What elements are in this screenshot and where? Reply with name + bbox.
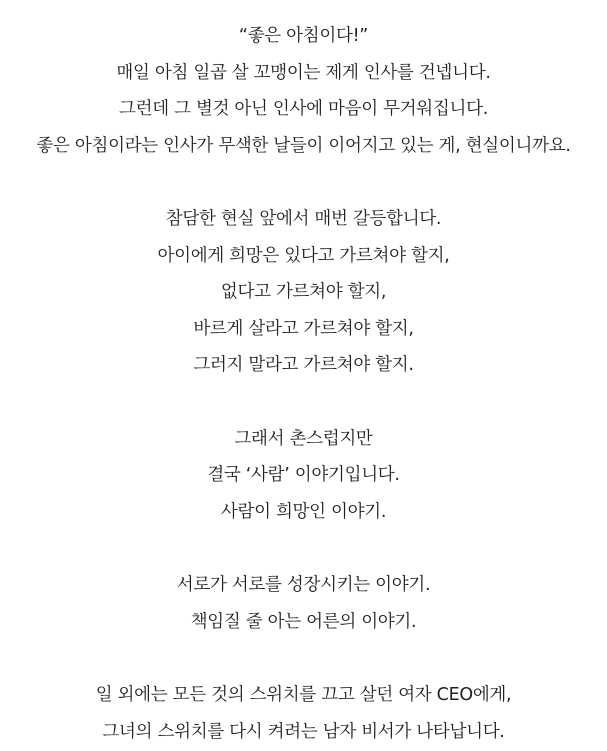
stanza-4	[0, 567, 607, 640]
text-line: 참담한 현실 앞에서 매번 갈등합니다.	[165, 209, 442, 229]
text-line: 없다고 가르쳐야 할지,	[220, 282, 387, 302]
stanza-1	[0, 18, 607, 164]
text-line: 그러지 말라고 가르쳐야 할지.	[193, 355, 414, 375]
text-line: 서로가 서로를 성장시키는 이야기.	[176, 575, 431, 595]
text-line: 결국 ‘사람’ 이야기입니다.	[207, 465, 400, 485]
text-line: 일 외에는 모든 것의 스위치를 끄고 살던 여자 CEO에게,	[95, 685, 512, 705]
text-line: 책임질 줄 아는 어른의 이야기.	[190, 611, 417, 632]
text-line: 아이에게 희망은 있다고 가르쳐야 할지,	[157, 245, 450, 266]
text-line: 그녀의 스위치를 다시 켜려는 남자 비서가 나타납니다.	[102, 721, 505, 742]
stanza-2	[0, 201, 607, 384]
stanza-5	[0, 677, 607, 750]
text-line: “좋은 아침이다!”	[238, 26, 369, 46]
text-line: 그런데 그 별것 아닌 인사에 마음이 무거워집니다.	[119, 99, 488, 119]
text-line: 바르게 살라고 가르쳐야 할지,	[193, 318, 414, 339]
text-line: 그래서 촌스럽지만	[234, 428, 373, 449]
text-line: 좋은 아침이라는 인사가 무색한 날들이 이어지고 있는 게, 현실이니까요.	[36, 135, 571, 156]
text-line: 사람이 희망인 이야기.	[220, 501, 387, 522]
text-line: 매일 아침 일곱 살 꼬맹이는 제게 인사를 건넵니다.	[116, 62, 491, 83]
stanza-3	[0, 421, 607, 531]
